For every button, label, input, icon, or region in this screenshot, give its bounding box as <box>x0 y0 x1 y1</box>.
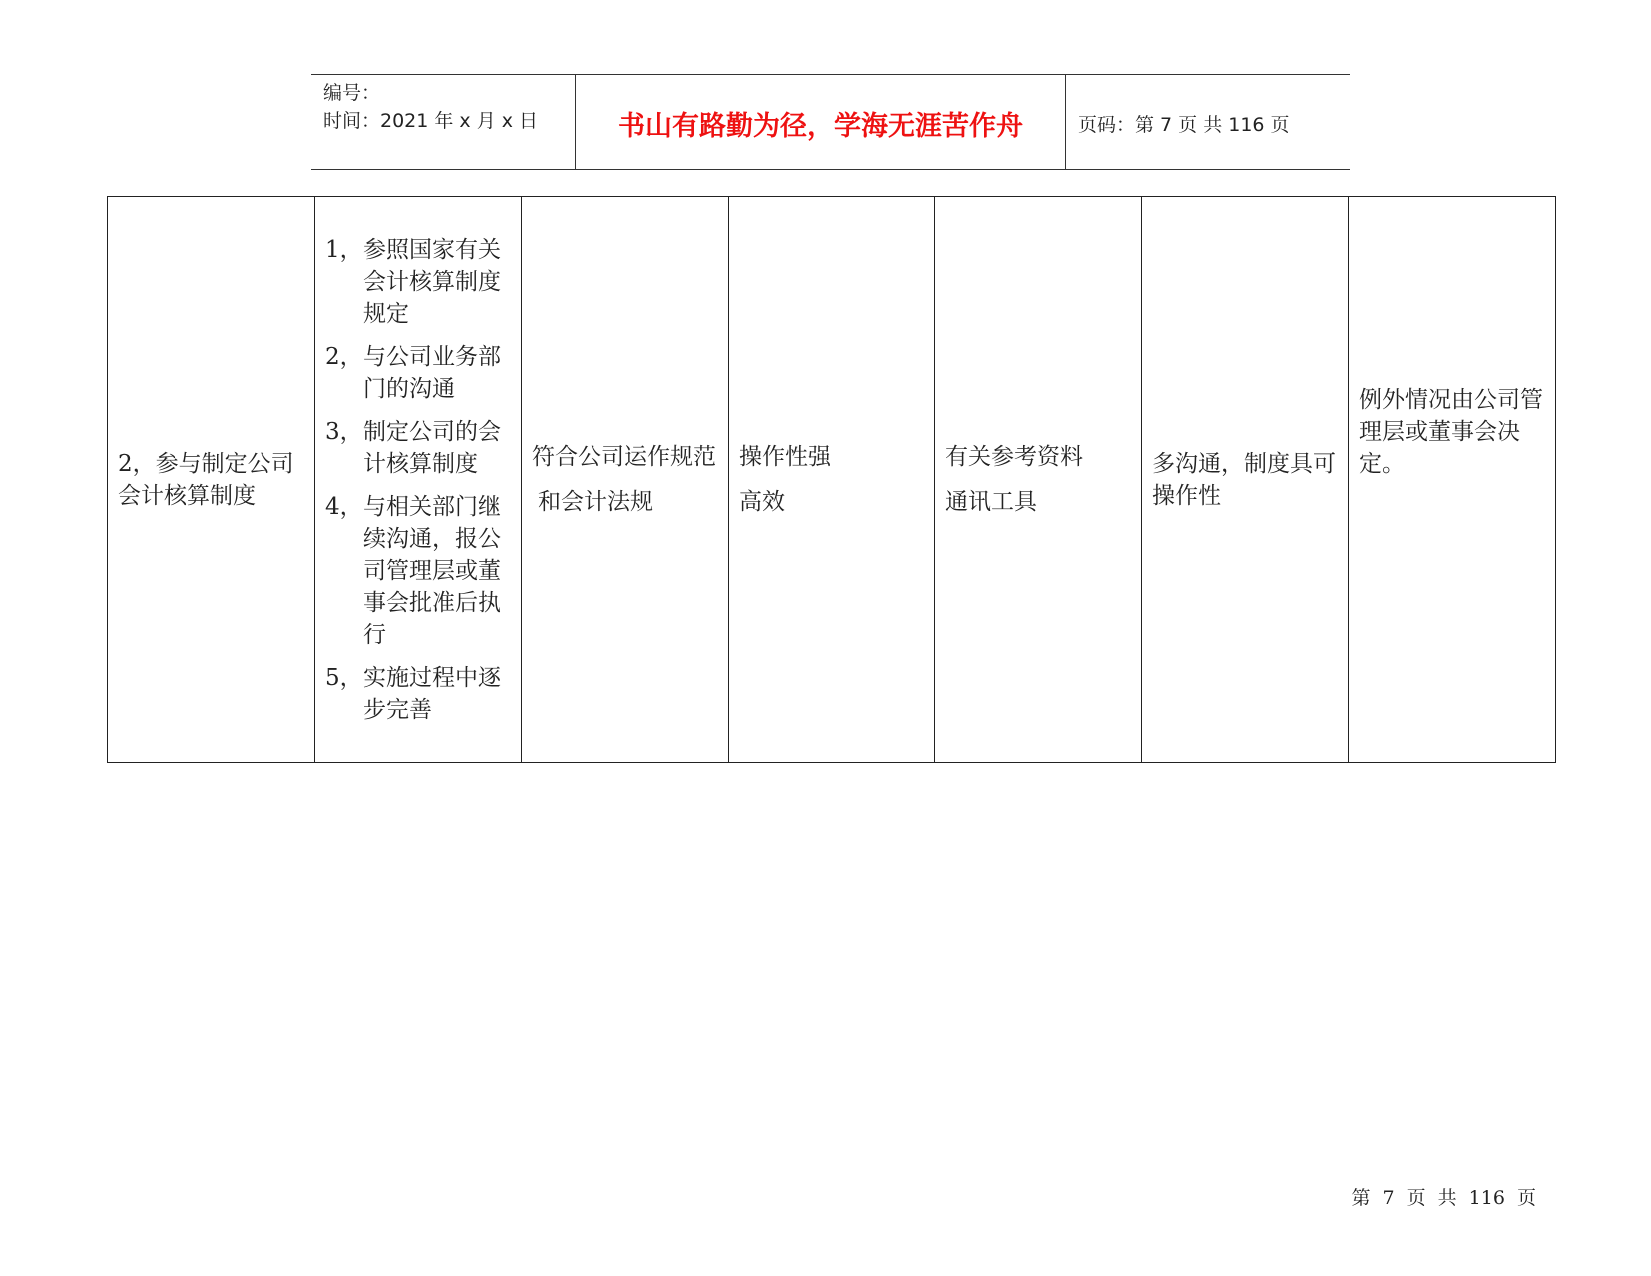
standard-cell <box>522 197 729 763</box>
exception-cell <box>1349 197 1556 763</box>
step-text: 制定公司的会计核算制度 <box>363 418 501 477</box>
standard-line-2: 和会计法规 <box>538 489 653 515</box>
item-text: 2，参与制定公司会计核算制度 <box>118 450 294 509</box>
step-text: 与公司业务部门的沟通 <box>363 343 501 402</box>
method-text: 多沟通，制度具可操作性 <box>1152 450 1336 509</box>
resource-line-2: 通讯工具 <box>945 489 1037 515</box>
number-label: 编号： <box>323 82 381 104</box>
header-motto: 书山有路勤为径，学海无涯苦作舟 <box>576 75 1066 169</box>
step-text: 与相关部门继续沟通，报公司管理层或董事会批准后执行 <box>363 493 501 648</box>
list-item <box>325 341 511 405</box>
list-item <box>325 234 511 330</box>
quality-line-1: 操作性强 <box>739 444 831 470</box>
step-number: 3， <box>325 418 363 445</box>
step-number: 5， <box>325 664 363 691</box>
exception-text: 例外情况由公司管理层或董事会决定。 <box>1359 386 1543 477</box>
method-cell <box>1142 197 1349 763</box>
resource-cell <box>935 197 1142 763</box>
step-text: 参照国家有关会计核算制度规定 <box>363 236 501 327</box>
list-item <box>325 491 511 651</box>
document-header <box>311 74 1350 170</box>
quality-cell <box>729 197 935 763</box>
item-cell <box>108 197 315 763</box>
steps-list <box>325 234 511 726</box>
header-meta <box>311 75 576 169</box>
step-number: 1， <box>325 236 363 263</box>
standard-line-1: 符合公司运作规范 <box>532 444 716 470</box>
header-page-number: 页码：第 7 页 共 116 页 <box>1078 113 1290 136</box>
quality-line-2: 高效 <box>739 489 785 515</box>
step-number: 4， <box>325 493 363 520</box>
table-row <box>108 197 1556 763</box>
step-text: 实施过程中逐步完善 <box>363 664 501 723</box>
responsibility-table <box>107 196 1556 763</box>
resource-line-1: 有关参考资料 <box>945 444 1083 470</box>
footer-page-number: 第 7 页 共 116 页 <box>1351 1187 1536 1209</box>
time-label: 时间：2021 年 x 月 x 日 <box>323 110 539 132</box>
steps-cell <box>315 197 522 763</box>
step-number: 2， <box>325 343 363 370</box>
list-item <box>325 416 511 480</box>
list-item <box>325 662 511 726</box>
